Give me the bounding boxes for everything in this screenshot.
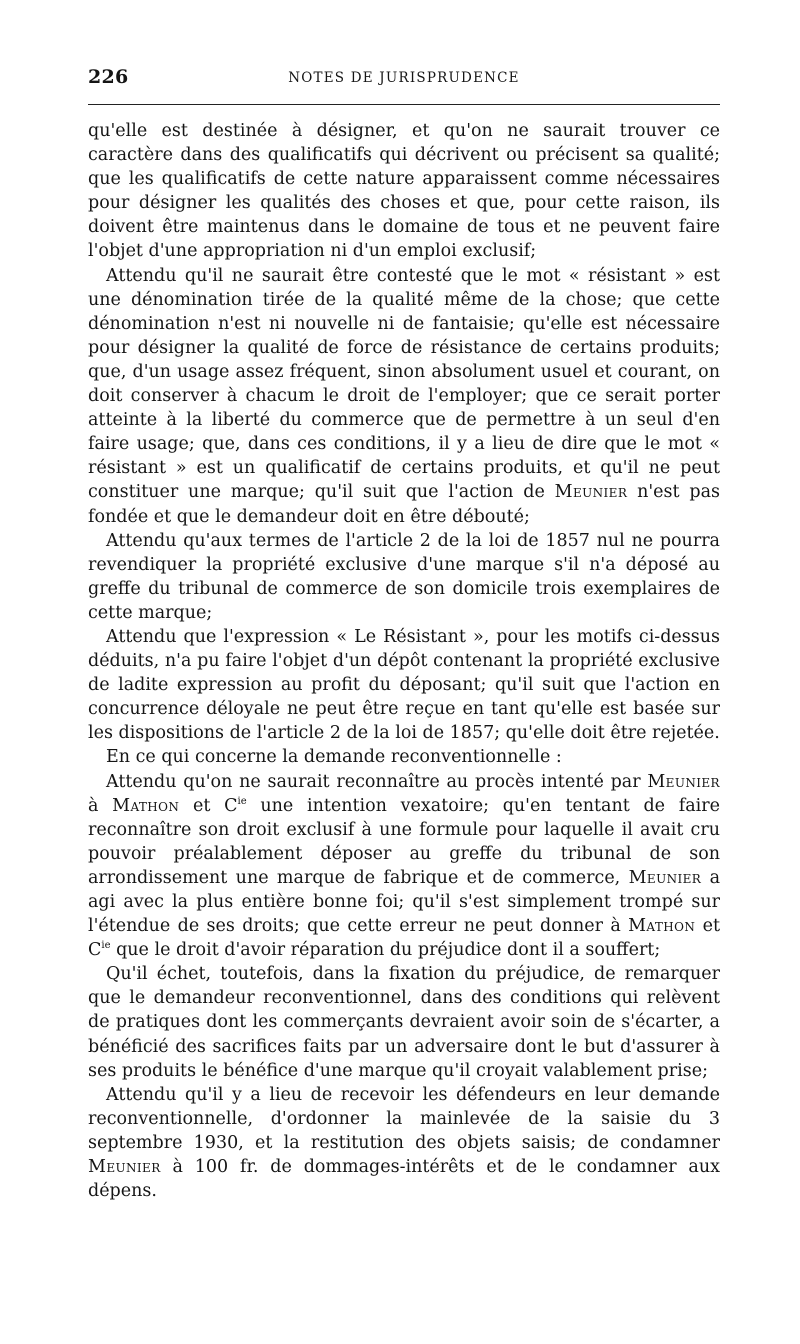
text-run: Attendu qu'on ne saurait reconnaître au procès intenté par bbox=[106, 771, 648, 792]
text-run: qu'elle est destinée à désigner, et qu'on ne saurait trouver ce caractère dans des qualificatifs qui décrivent ou précisent sa qualité; que les qualificatifs de cette nature apparaissent comme nécessaires pour désigner les qualités des choses et que, pour cette raison, ils doivent être maintenus dans le domaine de tous et ne peuvent faire l'objet d'une appropriation ni d'un emploi exclusif; bbox=[88, 121, 720, 262]
party-name: Mathon bbox=[628, 916, 696, 937]
body-text bbox=[88, 119, 720, 1203]
text-run: une intention vexatoire; qu'en tentant de faire reconnaître son droit exclusif à une formule pour laquelle il avait cru pouvoir préalablement déposer au greffe du tribunal de son arrondissement une marque de fabrique et de commerce, bbox=[88, 795, 720, 888]
running-head: NOTES DE JURISPRUDENCE bbox=[288, 70, 520, 86]
party-name: Meunier bbox=[554, 482, 628, 503]
superscript: ie bbox=[237, 795, 247, 807]
header-rule bbox=[88, 104, 720, 105]
paragraph bbox=[88, 745, 720, 769]
paragraph bbox=[88, 962, 720, 1082]
party-name: Meunier bbox=[88, 1157, 161, 1178]
text-run: Attendu qu'il y a lieu de recevoir les défendeurs en leur demande reconventionnelle, d'ordonner la mainlevée de la saisie du 3 septembre 1930, et la restitution des objets saisis; de condamner bbox=[88, 1084, 720, 1153]
party-name: Meunier bbox=[647, 771, 720, 792]
text-run: En ce qui concerne la demande reconventionnelle : bbox=[106, 747, 562, 768]
paragraph bbox=[88, 1083, 720, 1203]
text-run: Attendu qu'aux termes de l'article 2 de la loi de 1857 nul ne pourra revendiquer la propriété exclusive d'une marque s'il n'a déposé au greffe du tribunal de commerce de son domicile trois exemplaires de cette marque; bbox=[88, 530, 720, 623]
page-header bbox=[88, 66, 720, 96]
party-name: Meunier bbox=[628, 867, 702, 888]
text-run: à 100 fr. de dommages-intérêts et de le condamner aux dépens. bbox=[88, 1157, 720, 1202]
paragraph bbox=[88, 529, 720, 625]
text-run: a agi avec la plus entière bonne foi; qu'il s'est simplement trompé sur l'étendue de ses droits; que cette erreur ne peut donner à bbox=[88, 867, 721, 937]
paragraph bbox=[88, 264, 720, 529]
text-run: et C bbox=[179, 795, 238, 816]
text-run: à bbox=[88, 795, 113, 816]
text-run: n'est pas fondée et que le demandeur doit en être débouté; bbox=[88, 482, 720, 527]
paragraph bbox=[88, 119, 720, 264]
text-run: que le droit d'avoir réparation du préjudice dont il a souffert; bbox=[110, 940, 661, 961]
party-name: Mathon bbox=[112, 795, 180, 816]
paragraph bbox=[88, 625, 720, 745]
paragraph bbox=[88, 770, 720, 963]
text-run: et C bbox=[88, 916, 720, 961]
superscript: ie bbox=[101, 940, 111, 952]
text-run: Attendu qu'il ne saurait être contesté que le mot « résistant » est une dénomination tirée de la qualité même de la chose; que cette dénomination n'est ni nouvelle ni de fantaisie; qu'elle est nécessaire pour désigner la qualité de force de résistance de certains produits; que, d'un usage assez fréquent, sinon absolument usuel et courant, on doit conserver à chacum le droit de l'employer; que ce serait porter atteinte à la liberté du commerce que de permettre à un seul d'en faire usage; que, dans ces conditions, il y a lieu de dire que le mot « résistant » est un qualificatif de certains produits, et qu'il ne peut constituer une marque; qu'il suit que l'action de bbox=[88, 265, 720, 503]
text-run: Qu'il échet, toutefois, dans la fixation du préjudice, de remarquer que le demandeur reconventionnel, dans des conditions qui relèvent de pratiques dont les commerçants devraient avoir soin de s'écarter, a bénéficié des sacrifices faits par un adversaire dont le but d'assurer à ses produits le bénéfice d'une marque qu'il croyait valablement prise; bbox=[88, 964, 720, 1081]
page-number: 226 bbox=[88, 66, 129, 88]
text-run: Attendu que l'expression « Le Résistant », pour les motifs ci-dessus déduits, n'a pu faire l'objet d'un dépôt contenant la propriété exclusive de ladite expression au profit du déposant; qu'il suit que l'action en concurrence déloyale ne peut être reçue en tant qu'elle est basée sur les dispositions de l'article 2 de la loi de 1857; qu'elle doit être rejetée. bbox=[88, 626, 720, 744]
